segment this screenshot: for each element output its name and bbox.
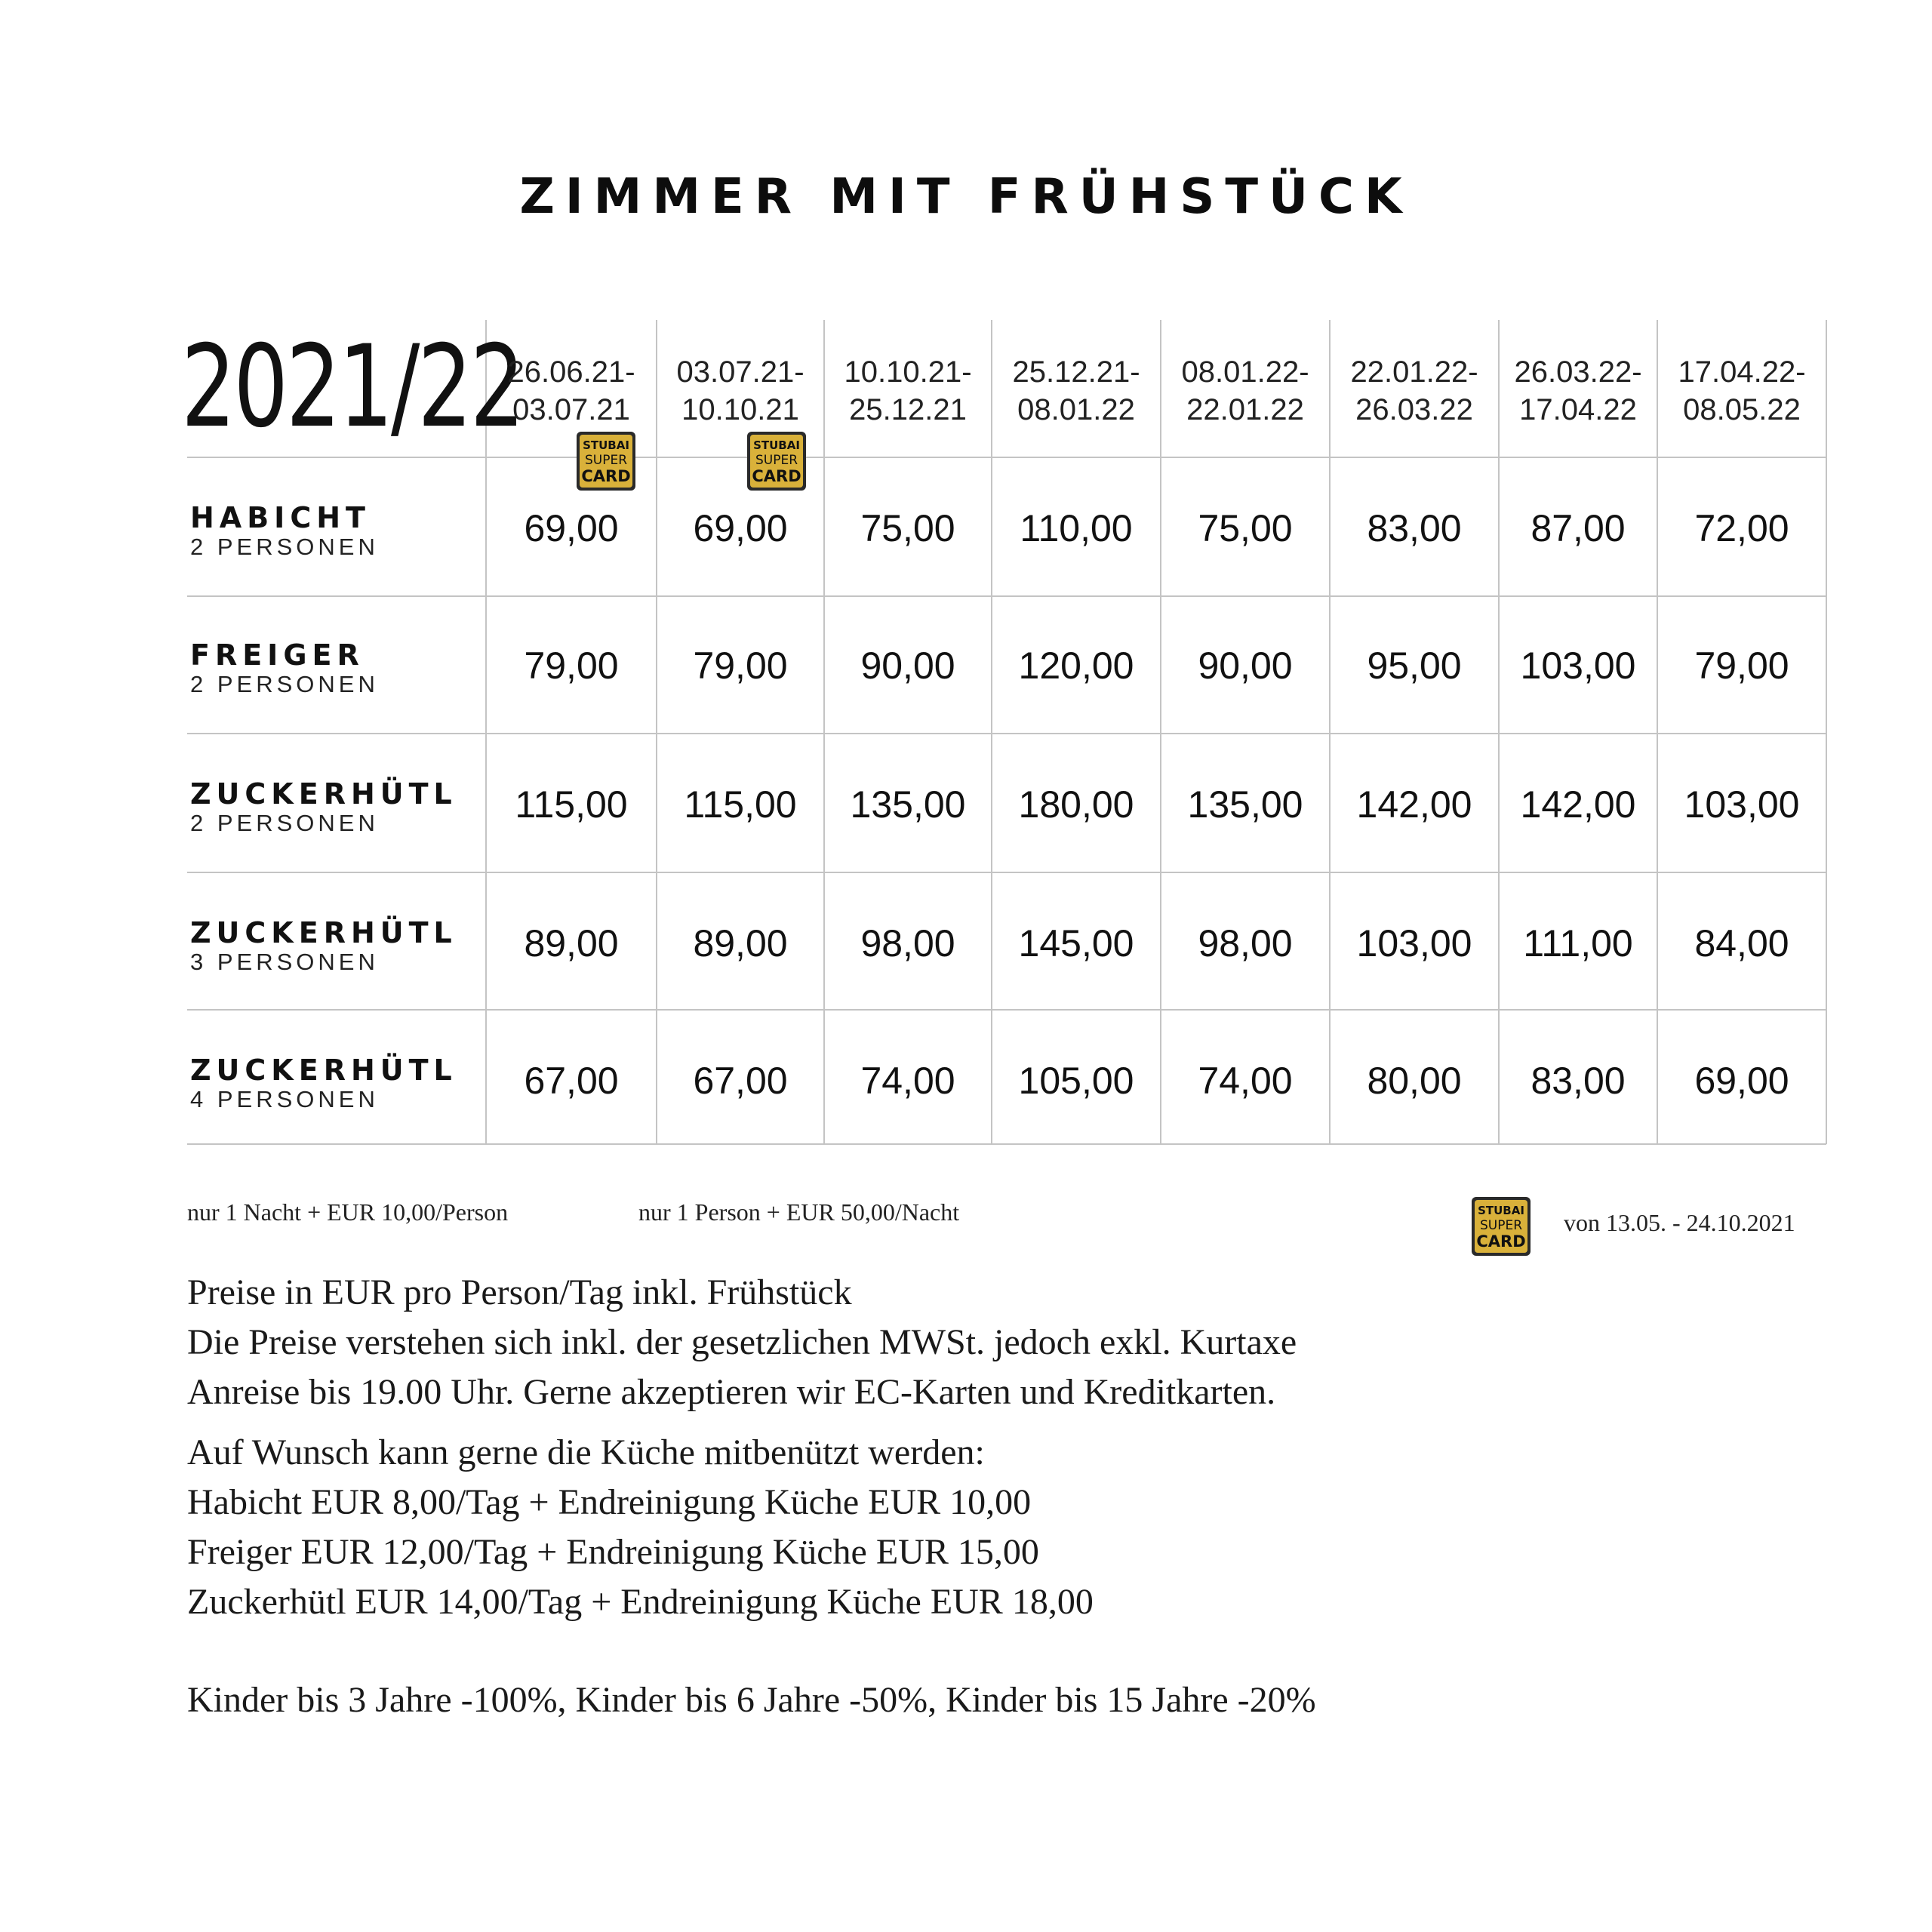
kitchen-line: Zuckerhütl EUR 14,00/Tag + Endreinigung Küche EUR 18,00: [187, 1582, 1094, 1622]
price-cell: 83,00: [1531, 1060, 1626, 1102]
price-cell: 75,00: [1198, 507, 1293, 549]
stubai-supercard-badge: [744, 429, 809, 494]
price-cell: 72,00: [1694, 507, 1789, 549]
price-cell: 74,00: [860, 1060, 955, 1102]
room-persons: 2 PERSONEN: [190, 671, 379, 697]
svg-text:SUPER: SUPER: [1479, 1218, 1523, 1233]
supercard-validity: von 13.05. - 24.10.2021: [1564, 1209, 1795, 1236]
price-cell: 180,00: [1018, 783, 1134, 826]
price-cell: 145,00: [1018, 922, 1134, 964]
price-notes: [187, 1268, 1772, 1725]
note-line: Preise in EUR pro Person/Tag inkl. Frühstück: [187, 1272, 852, 1312]
kitchen-line: Habicht EUR 8,00/Tag + Endreinigung Küche EUR 10,00: [187, 1482, 1032, 1522]
room-persons: 4 PERSONEN: [190, 1086, 379, 1112]
price-cell: 69,00: [524, 507, 619, 549]
price-cell: 90,00: [860, 645, 955, 687]
footnote-one-person: nur 1 Person + EUR 50,00/Nacht: [638, 1198, 960, 1226]
note-line: Die Preise verstehen sich inkl. der gesetzlichen MWSt. jedoch exkl. Kurtaxe: [187, 1322, 1297, 1362]
period-header: 10.10.21- 25.12.21: [844, 355, 972, 426]
period-header: 17.04.22- 08.05.22: [1678, 355, 1806, 426]
price-cell: 67,00: [524, 1060, 619, 1102]
room-name: ZUCKERHÜTL: [190, 1054, 457, 1087]
period-header: 26.03.22- 17.04.22: [1514, 355, 1642, 426]
price-cell: 115,00: [515, 783, 628, 826]
price-cell: 142,00: [1520, 783, 1636, 826]
room-name: HABICHT: [190, 501, 371, 534]
price-cell: 89,00: [693, 922, 788, 964]
note-line: Anreise bis 19.00 Uhr. Gerne akzeptieren wir EC-Karten und Kreditkarten.: [187, 1372, 1276, 1412]
stubai-supercard-badge: [574, 429, 638, 494]
price-cell: 69,00: [1694, 1060, 1789, 1102]
price-cell: 75,00: [860, 507, 955, 549]
room-label: [190, 638, 379, 697]
price-cell: 110,00: [1020, 507, 1133, 549]
room-label: [190, 501, 379, 560]
price-cell: 105,00: [1018, 1060, 1134, 1102]
price-cell: 103,00: [1520, 645, 1636, 687]
price-cell: 80,00: [1367, 1060, 1462, 1102]
kitchen-line: Freiger EUR 12,00/Tag + Endreinigung Küche EUR 15,00: [187, 1532, 1039, 1572]
price-cell: 79,00: [524, 645, 619, 687]
price-cell: 111,00: [1523, 922, 1633, 964]
room-label: [190, 777, 457, 836]
price-cell: 103,00: [1356, 922, 1472, 964]
svg-text:SUPER: SUPER: [584, 453, 628, 468]
price-cell: 95,00: [1367, 645, 1462, 687]
room-label: [190, 916, 457, 975]
period-header: 03.07.21- 10.10.21: [676, 355, 804, 426]
price-cell: 90,00: [1198, 645, 1293, 687]
svg-text:STUBAI: STUBAI: [1478, 1204, 1524, 1217]
season-label: 2021/22: [181, 321, 523, 453]
room-name: FREIGER: [190, 638, 365, 672]
svg-text:STUBAI: STUBAI: [583, 438, 629, 452]
room-name: ZUCKERHÜTL: [190, 916, 457, 949]
period-header: 08.01.22- 22.01.22: [1181, 355, 1309, 426]
room-label: [190, 1054, 457, 1112]
footnote-one-night: nur 1 Nacht + EUR 10,00/Person: [187, 1198, 509, 1226]
price-cell: 120,00: [1018, 645, 1134, 687]
price-cell: 89,00: [524, 922, 619, 964]
price-cell: 79,00: [1694, 645, 1789, 687]
price-cell: 135,00: [1187, 783, 1303, 826]
page-title: ZIMMER MIT FRÜHSTÜCK: [519, 169, 1413, 225]
period-header: 22.01.22- 26.03.22: [1350, 355, 1478, 426]
price-cell: 83,00: [1367, 507, 1462, 549]
price-cell: 84,00: [1694, 922, 1789, 964]
room-persons: 2 PERSONEN: [190, 534, 379, 560]
price-cell: 103,00: [1684, 783, 1800, 826]
stubai-supercard-badge: [1469, 1194, 1534, 1259]
price-cell: 67,00: [693, 1060, 788, 1102]
price-cell: 115,00: [684, 783, 797, 826]
price-cell: 98,00: [1198, 922, 1293, 964]
price-cell: 79,00: [693, 645, 788, 687]
kitchen-line: Auf Wunsch kann gerne die Küche mitbenützt werden:: [187, 1432, 985, 1472]
svg-text:CARD: CARD: [1476, 1232, 1526, 1251]
price-cell: 87,00: [1531, 507, 1626, 549]
price-cell: 74,00: [1198, 1060, 1293, 1102]
room-persons: 2 PERSONEN: [190, 810, 379, 836]
room-persons: 3 PERSONEN: [190, 949, 379, 975]
price-cell: 98,00: [860, 922, 955, 964]
children-discount: Kinder bis 3 Jahre -100%, Kinder bis 6 Jahre -50%, Kinder bis 15 Jahre -20%: [187, 1680, 1316, 1720]
price-cell: 135,00: [850, 783, 966, 826]
svg-text:SUPER: SUPER: [755, 453, 798, 468]
room-name: ZUCKERHÜTL: [190, 777, 457, 811]
price-cell: 69,00: [693, 507, 788, 549]
svg-text:CARD: CARD: [752, 467, 801, 485]
period-header: 26.06.21- 03.07.21: [507, 355, 635, 426]
svg-text:CARD: CARD: [581, 467, 631, 485]
price-cell: 142,00: [1356, 783, 1472, 826]
svg-text:STUBAI: STUBAI: [753, 438, 800, 452]
period-header: 25.12.21- 08.01.22: [1012, 355, 1140, 426]
